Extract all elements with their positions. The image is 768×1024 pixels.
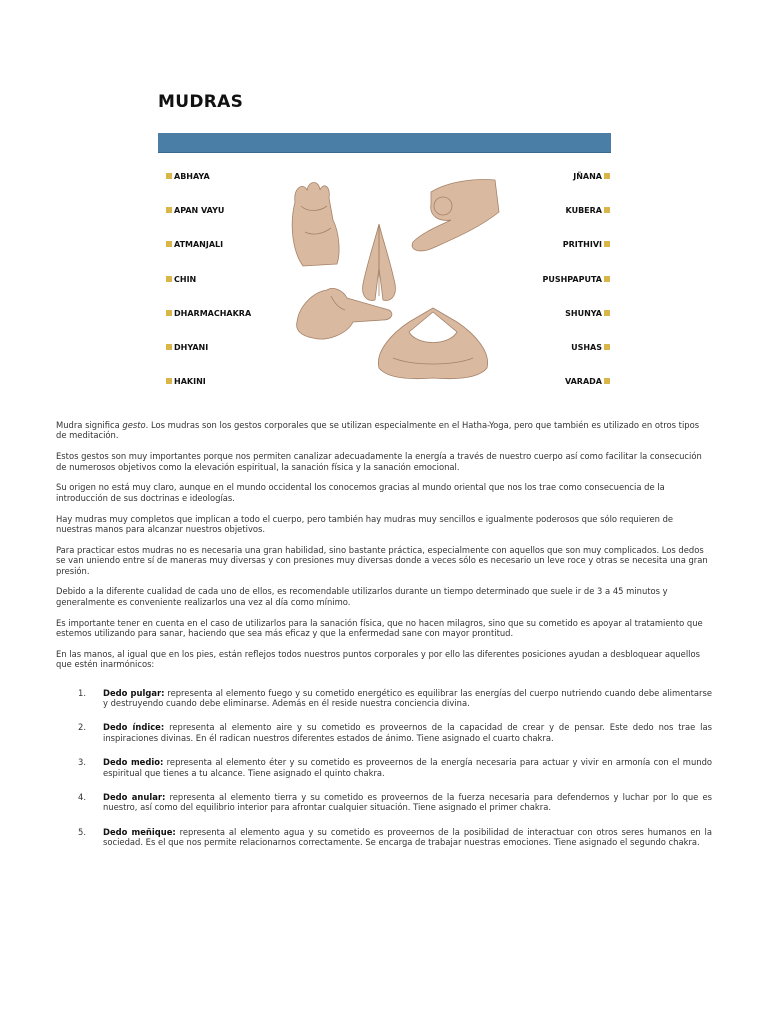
square-bullet-icon — [166, 173, 172, 179]
chin-mudra-hand-icon — [412, 180, 499, 251]
paragraph: Debido a la diferente cualidad de cada uno de ellos, es recomendable utilizarlos durante un tiempo determinado que suele ir de 3 a 45 minutos y generalmente es conveniente realizarlos una vez al día como mínimo. — [56, 586, 668, 607]
mudra-label: PUSHPAPUTA — [542, 274, 602, 284]
list-item — [56, 688, 712, 709]
mudra-label: USHAS — [571, 342, 602, 352]
mudra-item[interactable] — [166, 273, 296, 307]
paragraph: Hay mudras muy completos que implican a todo el cuerpo, pero también hay mudras muy sencillos e igualmente poderosos que sólo requieren de nuestras manos para alcanzar nuestros objetivos. — [56, 513, 674, 535]
list-item — [56, 722, 712, 743]
term-description: representa al elemento aire y su cometido es proveernos de la capacidad de crear y de pensar. Este dedo nos trae las inspiraciones divinas. En él radican nuestros diferentes estados de ánimo. Tiene asignado el cuarto chakra. — [103, 722, 712, 743]
mudra-item[interactable] — [166, 238, 296, 272]
pointing-hand-icon — [297, 288, 392, 339]
mudra-label: VARADA — [564, 377, 602, 387]
square-bullet-icon — [604, 344, 610, 350]
term-description: representa al elemento éter y su cometido es proveernos de la energía necesaria para actuar y vivir en armonía con el mundo espiritual que tienes a tu alcance. Tiene asignado el quinto chakra. — [103, 757, 713, 778]
paragraph: Para practicar estos mudras no es necesaria una gran habilidad, sino bastante práctica, especialmente con aquellos que son muy complicados. Los dedos se van uniendo entre sí de maneras muy diversas y con presiones muy diversas donde a veces sólo es necesario un leve roce y otras se necesita una gran presión. — [56, 544, 708, 576]
mudra-label: APAN VAYU — [174, 206, 225, 216]
list-number: 2. — [78, 722, 86, 733]
mudra-label: SHUNYA — [565, 308, 602, 318]
square-bullet-icon — [604, 207, 610, 213]
paragraph: Estos gestos son muy importantes porque nos permiten canalizar adecuadamente la energía a través de nuestro cuerpo así como facilitar la consecución de numerosos objetivos como la elevación espiritual, la sanación física y la sanación emocional. — [56, 451, 702, 472]
list-item — [56, 827, 712, 848]
mudra-label: KUBERA — [565, 206, 602, 216]
mudra-label: HAKINI — [174, 377, 206, 387]
article-body — [56, 420, 712, 862]
header-bar — [158, 133, 611, 153]
praying-hands-icon — [363, 224, 396, 300]
page-title: MUDRAS — [158, 92, 244, 112]
term-label: Dedo medio: — [103, 757, 164, 768]
term-label: Dedo índice: — [103, 722, 165, 733]
square-bullet-icon — [166, 241, 172, 247]
list-number: 1. — [78, 687, 86, 698]
square-bullet-icon — [604, 173, 610, 179]
mudra-item[interactable] — [166, 307, 296, 341]
term-description: representa al elemento fuego y su cometido energético es equilibrar las energías del cuerpo nutriendo cuando debe alimentarse y destruyendo cuando debe eliminarse. Además en él reside nuestra conciencia divina. — [103, 687, 712, 709]
square-bullet-icon — [166, 310, 172, 316]
mudra-label: ABHAYA — [174, 172, 210, 181]
emphasis-word: gesto — [122, 420, 146, 430]
dhyani-hands-icon — [378, 308, 487, 379]
mudra-list-left — [166, 170, 296, 409]
term-description: representa al elemento tierra y su cometido es proveernos de la fuerza necesaria para defendernos y luchar por lo que es nuestro, así como del equilibrio interior para afrontar cualquier situación. Tiene asignado el primer chakra. — [103, 792, 713, 813]
paragraph: En las manos, al igual que en los pies, están reflejos todos nuestros puntos corporales y por ello las diferentes posiciones ayudan a desbloquear aquellos que estén inarmónicos: — [56, 648, 700, 670]
intro-paragraph: Mudra significa gesto. Los mudras son los gestos corporales que se utilizan especialmente en el Hatha-Yoga, pero que también es utilizado en otros tipos de meditación. — [56, 420, 700, 441]
list-item — [56, 757, 712, 778]
mudra-item[interactable] — [166, 170, 296, 204]
mudra-label: DHYANI — [174, 342, 209, 352]
square-bullet-icon — [604, 310, 610, 316]
mudra-label: PRITHIVI — [562, 240, 602, 250]
mudra-label: ATMANJALI — [174, 240, 224, 250]
mudra-item[interactable] — [166, 375, 296, 409]
square-bullet-icon — [604, 378, 610, 384]
paragraph: Es importante tener en cuenta en el caso de utilizarlos para la sanación física, que no hacen milagros, sino que su cometido es apoyar al tratamiento que estemos utilizando para sanar, haciendo que sea más eficaz y que la enfermedad sane con mayor prontitud. — [56, 617, 703, 639]
list-item — [56, 792, 712, 813]
list-number: 4. — [78, 792, 86, 803]
term-label: Dedo anular: — [103, 792, 166, 803]
mudra-item[interactable] — [166, 341, 296, 375]
term-label: Dedo meñique: — [103, 826, 176, 837]
square-bullet-icon — [166, 344, 172, 350]
square-bullet-icon — [166, 207, 172, 213]
square-bullet-icon — [166, 378, 172, 384]
term-description: representa al elemento agua y su cometido es proveernos de la posibilidad de interactuar con otros seres humanos en la sociedad. Es el que nos permite relacionarnos correctamente. Se encarga de trabajar nuestras emociones. Tiene asignado el segundo chakra. — [103, 826, 712, 848]
mudra-item[interactable] — [166, 204, 296, 238]
hand-fist-icon — [292, 183, 339, 267]
finger-list — [56, 688, 712, 848]
paragraph: Su origen no está muy claro, aunque en el mundo occidental los conocemos gracias al mundo oriental que nos los trae como consecuencia de la introducción de sus doctrinas e ideologías. — [56, 482, 665, 503]
term-label: Dedo pulgar: — [103, 687, 165, 698]
square-bullet-icon — [604, 276, 610, 282]
square-bullet-icon — [166, 276, 172, 282]
list-number: 3. — [78, 757, 86, 768]
list-number: 5. — [78, 826, 86, 837]
mudra-label: DHARMACHAKRA — [174, 308, 252, 318]
mudra-hands-illustration — [283, 172, 505, 384]
mudra-label: CHIN — [174, 274, 197, 284]
square-bullet-icon — [604, 241, 610, 247]
mudra-label: JÑANA — [573, 172, 602, 181]
